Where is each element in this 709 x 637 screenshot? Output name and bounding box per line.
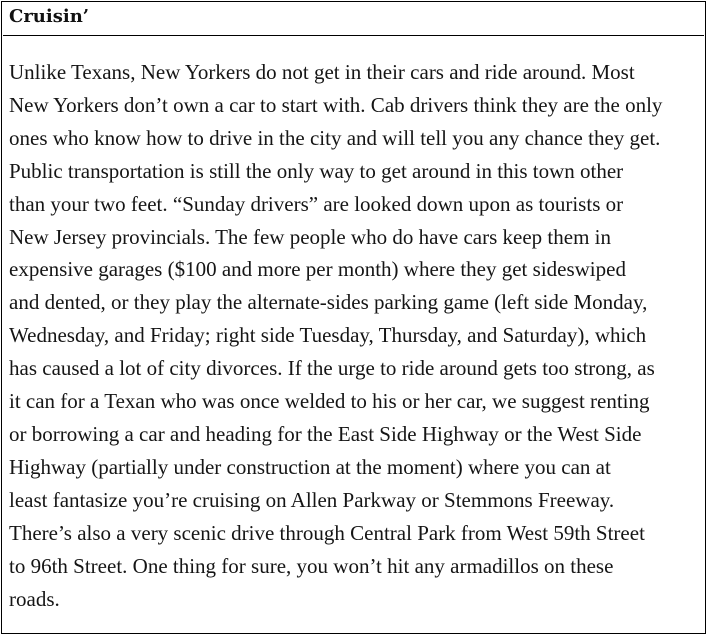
text-line: than your two feet. “Sunday drivers” are looked down upon as tourists or: [9, 191, 624, 216]
body-paragraph: [9, 56, 699, 615]
text-line: Unlike Texans, New Yorkers do not get in their cars and ride around. Most: [9, 60, 635, 84]
title-divider: [3, 35, 704, 36]
text-line: roads.: [9, 586, 60, 611]
text-line: to 96th Street. One thing for sure, you won’t hit any armadillos on these: [9, 553, 614, 578]
text-line: least fantasize you’re cruising on Allen Parkway or Stemmons Freeway.: [9, 487, 615, 512]
text-line: and dented, or they play the alternate-sides parking game (left side Monday,: [9, 290, 648, 315]
text-line: Public transportation is still the only way to get around in this town other: [9, 158, 624, 183]
text-line: There’s also a very scenic drive through Central Park from West 59th Street: [9, 520, 645, 545]
text-line: ones who know how to drive in the city and will tell you any chance they get.: [9, 125, 661, 150]
text-line: it can for a Texan who was once welded to his or her car, we suggest renting: [9, 389, 650, 414]
text-line: or borrowing a car and heading for the East Side Highway or the West Side: [9, 421, 642, 446]
text-line: expensive garages ($100 and more per month) where they get sideswiped: [9, 257, 626, 282]
text-line: New Yorkers don’t own a car to start with. Cab drivers think they are the only: [9, 92, 663, 117]
sidebar-box: [1, 1, 706, 634]
text-line: New Jersey provincials. The few people who do have cars keep them in: [9, 224, 611, 249]
text-line: Highway (partially under construction at the moment) where you can at: [9, 454, 611, 479]
text-line: has caused a lot of city divorces. If the urge to ride around gets too strong, as: [9, 356, 655, 381]
text-line: Wednesday, and Friday; right side Tuesday, Thursday, and Saturday), which: [9, 323, 647, 348]
box-title: Cruisin’: [9, 6, 90, 27]
